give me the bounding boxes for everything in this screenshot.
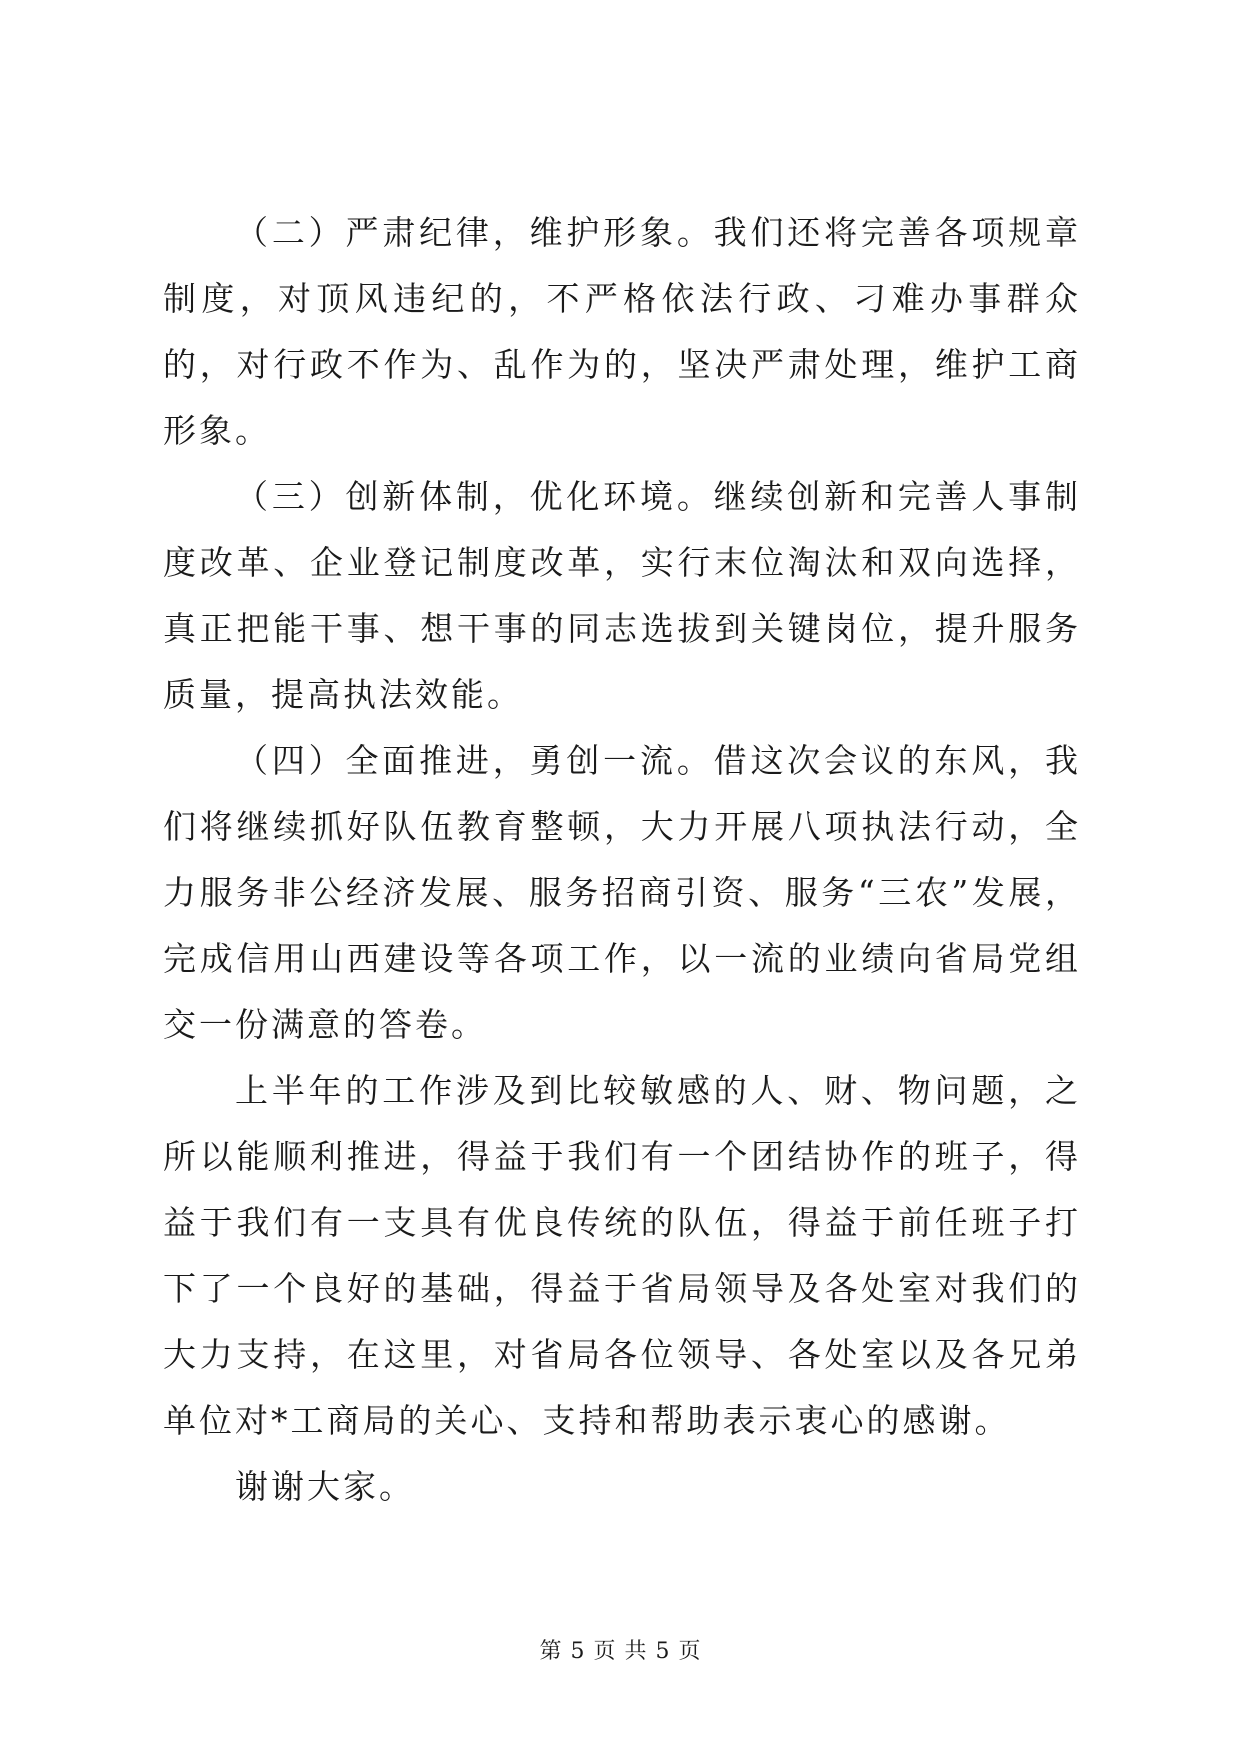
paragraph-advance: （四）全面推进，勇创一流。借这次会议的东风，我们将继续抓好队伍教育整顿，大力开展八项执法行动，全力服务非公经济发展、服务招商引资、服务“三农”发展，完成信用山西建设等各项工作，以一流的业绩向省局党组交一份满意的答卷。 — [163, 741, 1081, 1044]
paragraph-acknowledgement: 上半年的工作涉及到比较敏感的人、财、物问题，之所以能顺利推进，得益于我们有一个团结协作的班子，得益于我们有一支具有优良传统的队伍，得益于前任班子打下了一个良好的基础，得益于省局领导及各处室对我们的大力支持，在这里，对省局各位领导、各处室以及各兄弟单位对*工商局的关心、支持和帮助表示衷心的感谢。 — [163, 1071, 1081, 1440]
paragraph-innovation: （三）创新体制，优化环境。继续创新和完善人事制度改革、企业登记制度改革，实行末位淘汰和双向选择，真正把能干事、想干事的同志选拔到关键岗位，提升服务质量，提高执法效能。 — [163, 477, 1081, 714]
paragraph-discipline: （二）严肃纪律，维护形象。我们还将完善各项规章制度，对顶风违纪的，不严格依法行政、刁难办事群众的，对行政不作为、乱作为的，坚决严肃处理，维护工商形象。 — [163, 213, 1081, 450]
page-number-footer: 第 5 页 共 5 页 — [539, 1639, 702, 1664]
paragraph-closing: 谢谢大家。 — [235, 1467, 415, 1506]
document-body — [163, 200, 1081, 1520]
